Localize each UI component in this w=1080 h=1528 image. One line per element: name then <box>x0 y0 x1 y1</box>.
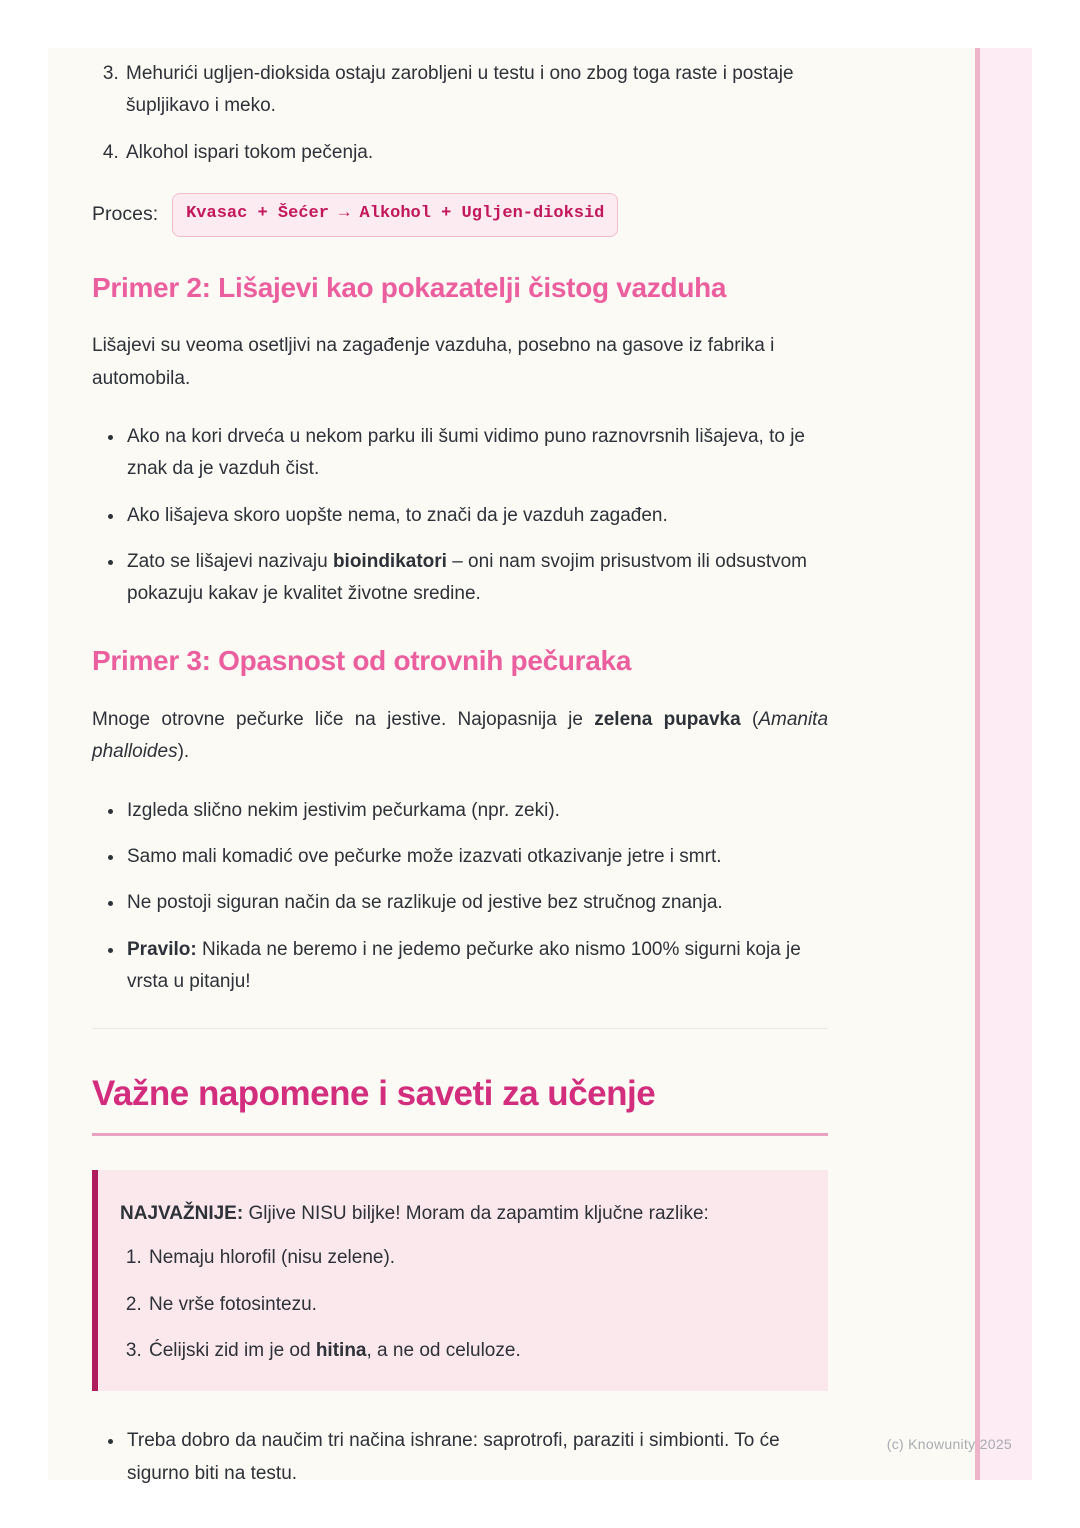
list-item <box>125 795 828 827</box>
list-item-text: Ne vrše fotosintezu. <box>149 1293 317 1315</box>
list-item <box>125 841 828 873</box>
process-label: Proces: <box>92 203 159 226</box>
study-tip-bullet-list <box>92 1425 828 1490</box>
list-item <box>147 1289 802 1321</box>
callout-lead <box>120 1198 802 1230</box>
paragraph-text: ( <box>740 709 759 731</box>
list-item <box>125 546 828 611</box>
section-title-primer3: Primer 3: Opasnost od otrovnih pečuraka <box>92 645 632 677</box>
list-item-text: – oni nam svojim prisustvom ili odsustvom pokazuju kakav je kvalitet životne sredine. <box>127 550 808 605</box>
bold-term-pravilo: Pravilo: <box>127 938 197 960</box>
list-item-text: Mehurići ugljen-dioksida ostaju zarobljeni u testu i ono zbog toga raste i postaje šupljikavo i meko. <box>126 63 794 117</box>
bold-term-bioindikatori: bioindikatori <box>332 550 447 572</box>
list-item <box>124 137 828 169</box>
paragraph-text: Mnoge otrovne pečurke liče na jestive. Najopasnija je <box>92 709 595 731</box>
list-item-text: Treba dobro da naučim tri načina ishrane: saprotrofi, paraziti i simbionti. To će sigurno biti na testu. <box>127 1430 780 1484</box>
document-content <box>92 48 828 1504</box>
list-item <box>125 887 828 919</box>
list-item-text: Samo mali komadić ove pečurke može izazvati otkazivanje jetre i smrt. <box>127 845 722 867</box>
section-divider <box>92 1028 828 1029</box>
process-row <box>92 193 828 237</box>
list-item <box>124 58 828 123</box>
list-item-text: Nemaju hlorofil (nisu zelene). <box>149 1247 396 1269</box>
list-item-text: Zato se lišajevi nazivaju <box>127 550 333 572</box>
list-item-text: Izgleda slično nekim jestivim pečurkama (npr. zeki). <box>127 799 560 821</box>
list-item <box>147 1335 802 1367</box>
page-edge-decoration <box>975 48 1032 1480</box>
list-item-text: Ako lišajeva skoro uopšte nema, to znači da je vazduh zagađen. <box>127 504 668 526</box>
list-item-text: , a ne od celuloze. <box>366 1340 521 1362</box>
list-item-text: Ne postoji siguran način da se razlikuje od jestive bez stručnog znanja. <box>127 892 723 914</box>
list-item <box>125 934 828 999</box>
bold-term-najvaznije: NAJVAŽNIJE: <box>120 1203 244 1225</box>
primer2-bullet-list <box>92 421 828 610</box>
bold-term-zelena-pupavka: zelena pupavka <box>594 709 741 731</box>
section-title-primer2: Primer 2: Lišajevi kao pokazatelji čistog vazduha <box>92 271 727 303</box>
primer2-intro-paragraph: Lišajevi su veoma osetljivi na zagađenje vazduha, posebno na gasove iz fabrika i automobila. <box>92 335 775 389</box>
important-callout <box>92 1170 828 1391</box>
list-item <box>125 421 828 486</box>
main-heading: Važne napomene i saveti za učenje <box>92 1073 828 1136</box>
paragraph-text: ). <box>177 741 190 763</box>
fermentation-numbered-list <box>92 58 828 169</box>
callout-numbered-list <box>120 1242 802 1367</box>
callout-lead-text: Gljive NISU biljke! Moram da zapamtim ključne razlike: <box>243 1203 709 1225</box>
list-item-text: Ćelijski zid im je od <box>149 1340 316 1362</box>
watermark: (c) Knowunity 2025 <box>886 1436 1012 1452</box>
list-item <box>147 1242 802 1274</box>
bold-term-hitina: hitina <box>315 1340 367 1362</box>
list-item <box>125 1425 828 1490</box>
list-item-text: Alkohol ispari tokom pečenja. <box>126 141 374 163</box>
list-item <box>125 500 828 532</box>
primer3-bullet-list <box>92 795 828 998</box>
list-item-text: Nikada ne beremo i ne jedemo pečurke ako nismo 100% sigurni koja je vrsta u pitanju! <box>127 938 801 992</box>
latin-species-name: Amanita phalloides <box>92 709 829 763</box>
process-formula-code: Kvasac + Šećer → Alkohol + Ugljen-dioksid <box>172 193 618 237</box>
document-page <box>48 48 1032 1484</box>
list-item-text: Ako na kori drveća u nekom parku ili šumi vidimo puno raznovrsnih lišajeva, to je znak da je vazduh čist. <box>127 425 805 480</box>
primer3-intro-paragraph <box>92 704 828 769</box>
